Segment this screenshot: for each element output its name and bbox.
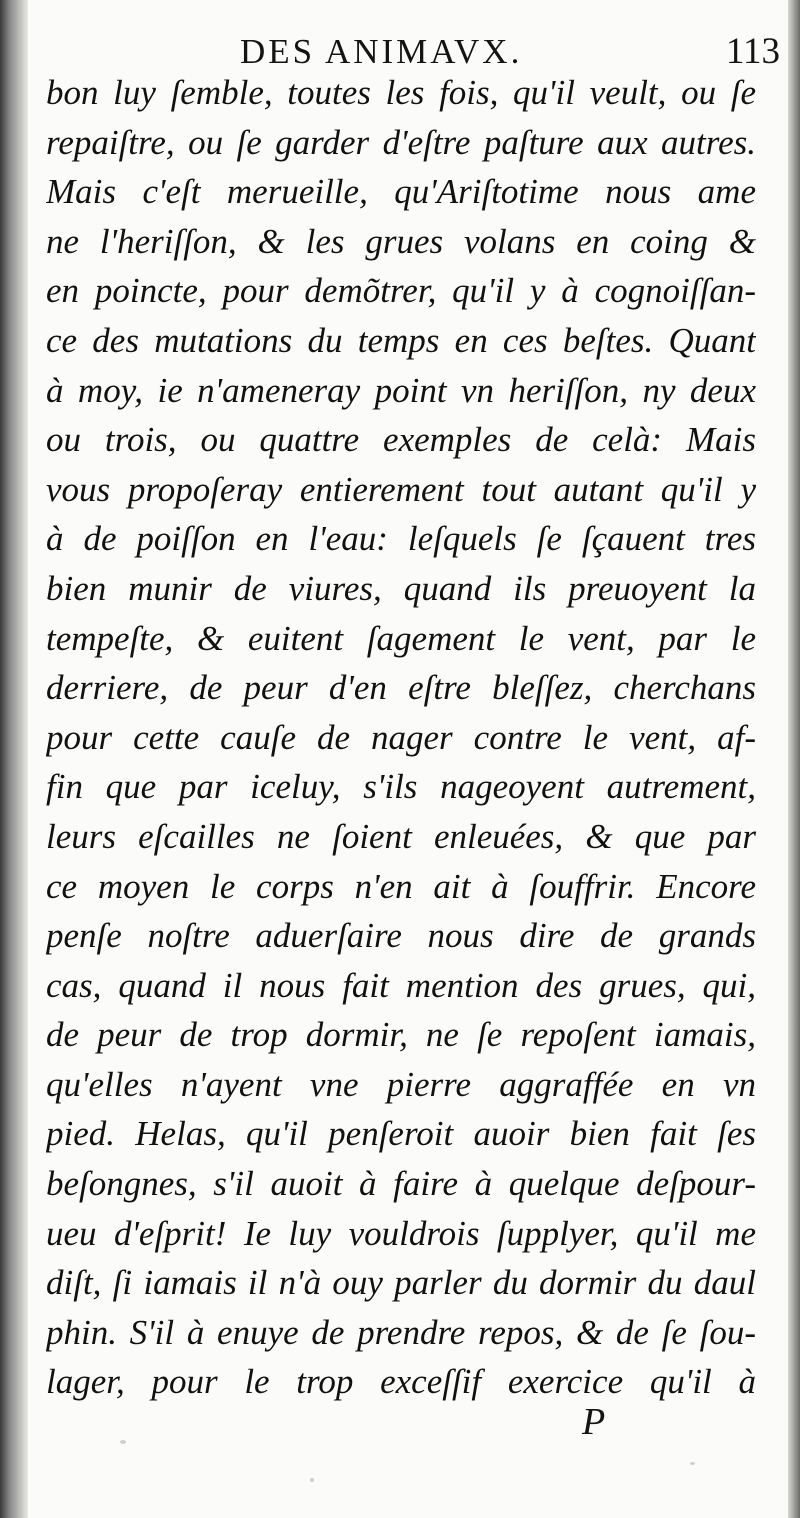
- text-line: à moy, ie n'ameneray point vn heriſſon, ny deux: [46, 370, 756, 410]
- signature-mark: P: [582, 1401, 606, 1443]
- paper-speck: [690, 1462, 695, 1465]
- body-text: [46, 68, 756, 1407]
- page-edge-shadow: [788, 0, 800, 1518]
- text-line: pied. Helas, qu'il penſeroit auoir bien fait ſes: [46, 1114, 756, 1154]
- text-line: ueu d'eſprit! Ie luy vouldrois ſupplyer, qu'il me: [46, 1213, 756, 1253]
- text-line: à de poiſſon en l'eau: leſquels ſe ſçauent tres: [46, 519, 756, 559]
- running-head: DES ANIMAVX.: [240, 32, 523, 71]
- text-line: vous propoſeray entierement tout autant qu'il y: [46, 469, 756, 509]
- text-line: repaiſtre, ou ſe garder d'eſtre paſture aux autres.: [46, 122, 756, 162]
- text-line: penſe noſtre aduerſaire nous dire de grands: [46, 916, 756, 956]
- text-line: lager, pour le trop exceſſif exercice qu'il à: [46, 1362, 756, 1402]
- text-line: qu'elles n'ayent vne pierre aggraffée en vn: [46, 1064, 756, 1104]
- text-line: ne l'heriſſon, & les grues volans en coing &: [46, 221, 756, 261]
- paper-speck: [310, 1478, 314, 1482]
- paper-speck: [120, 1440, 126, 1444]
- text-line: de peur de trop dormir, ne ſe repoſent iamais,: [46, 1015, 756, 1055]
- text-line: pour cette cauſe de nager contre le vent, af-: [46, 717, 756, 757]
- text-line: phin. S'il à enuye de prendre repos, & de ſe ſou-: [46, 1312, 756, 1352]
- text-line: Mais c'eſt merueille, qu'Ariſtotime nous ame: [46, 172, 756, 212]
- page-number: 113: [725, 31, 780, 72]
- text-line: beſongnes, s'il auoit à faire à quelque deſpour-: [46, 1164, 756, 1204]
- text-line: derriere, de peur d'en eſtre bleſſez, cherchans: [46, 668, 756, 708]
- text-line: bon luy ſemble, toutes les fois, qu'il veult, ou ſe: [46, 73, 756, 112]
- text-line: tempeſte, & euitent ſagement le vent, par le: [46, 618, 756, 658]
- text-line: fin que par iceluy, s'ils nageoyent autrement,: [46, 767, 756, 807]
- text-line: ce moyen le corps n'en ait à ſouffrir. Encore: [46, 866, 756, 906]
- text-line: bien munir de viures, quand ils preuoyent la: [46, 568, 756, 608]
- text-line: ce des mutations du temps en ces beſtes. Quant: [46, 320, 756, 360]
- text-line: leurs eſcailles ne ſoient enleuées, & que par: [46, 816, 756, 856]
- text-line: cas, quand il nous fait mention des grues, qui,: [46, 965, 756, 1005]
- text-line: en poincte, pour demõtrer, qu'il y à cognoiſſan-: [46, 271, 756, 311]
- text-line: ou trois, ou quattre exemples de celà: Mais: [46, 420, 756, 460]
- text-line: diſt, ſi iamais il n'à ouy parler du dormir du daul: [46, 1263, 756, 1303]
- page-gutter-shadow: [0, 0, 28, 1518]
